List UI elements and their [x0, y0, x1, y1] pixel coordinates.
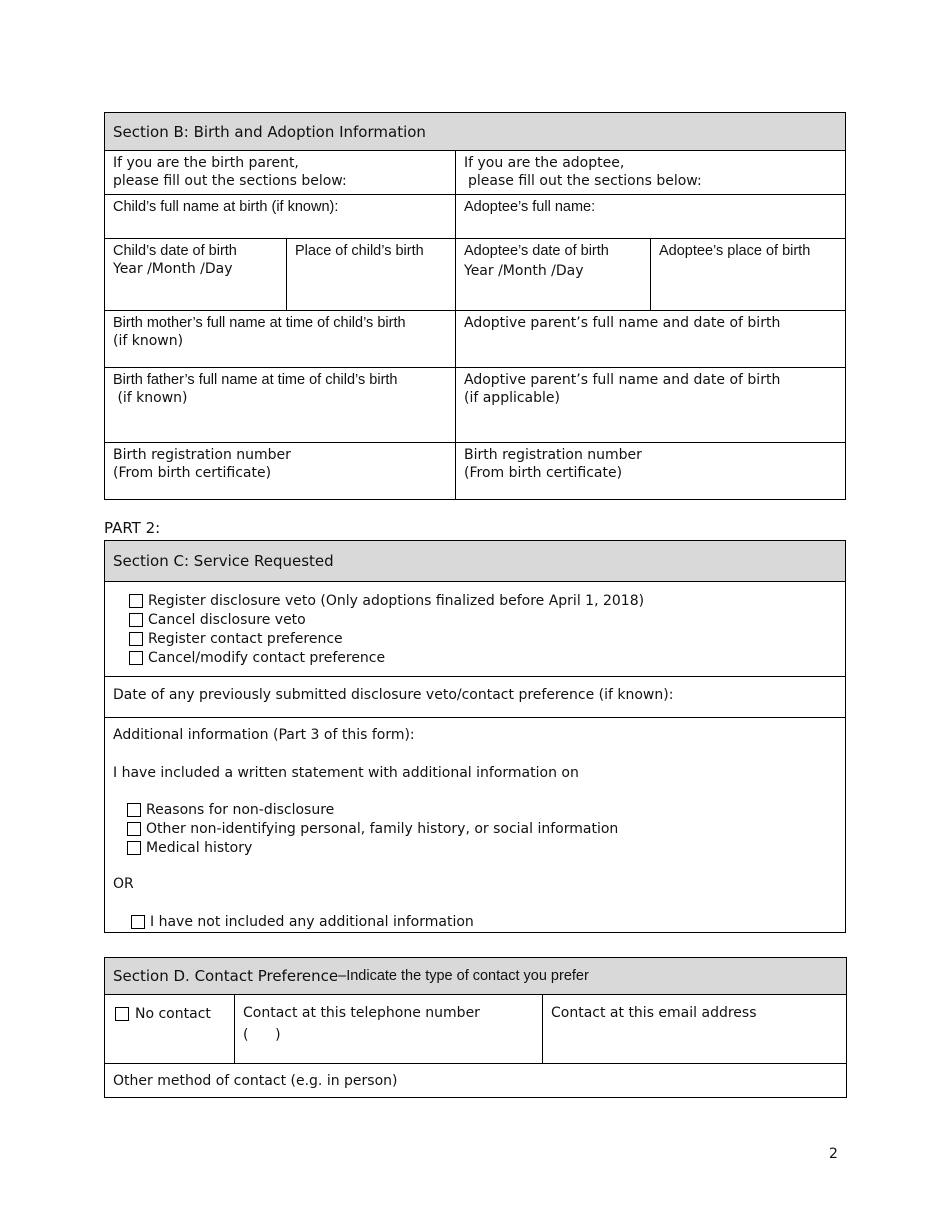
- adoptive-parent-1-label: Adoptive parent’s full name and date of birth: [464, 315, 781, 331]
- father-row: [105, 368, 845, 443]
- checkbox[interactable]: [131, 915, 145, 929]
- adoptee-dob-label: Adoptee’s date of birth: [464, 243, 609, 259]
- child-place-of-birth-field[interactable]: [286, 239, 455, 310]
- adoptee-intro-line2: please fill out the sections below:: [468, 173, 702, 189]
- statement-options: [113, 800, 837, 857]
- no-additional-info-label: I have not included any additional information: [150, 913, 474, 930]
- option-register-veto[interactable]: [129, 591, 837, 610]
- part-2-label: PART 2:: [104, 519, 161, 537]
- option-cancel-veto-label: Cancel disclosure veto: [148, 611, 306, 628]
- section-d-subtitle: –Indicate the type of contact you prefer: [338, 968, 589, 984]
- section-b-title: Section B: Birth and Adoption Information: [113, 122, 426, 141]
- option-cancel-veto[interactable]: [129, 610, 837, 629]
- birth-mother-field[interactable]: [105, 311, 455, 367]
- adoptive-parent-2-note: (if applicable): [464, 390, 560, 406]
- additional-info: [105, 718, 845, 932]
- section-b-table: [104, 112, 846, 500]
- no-contact-label: No contact: [135, 1005, 211, 1022]
- service-options: [105, 582, 845, 676]
- adoptee-place-of-birth-label: Adoptee’s place of birth: [659, 243, 811, 259]
- adoptee-intro: [455, 151, 845, 194]
- option-cancel-contact[interactable]: [129, 648, 837, 667]
- checkbox[interactable]: [127, 841, 141, 855]
- page-number: 2: [829, 1146, 838, 1162]
- telephone-label: Contact at this telephone number: [243, 1005, 480, 1021]
- birth-mother-label: Birth mother’s full name at time of child’s birth: [113, 315, 406, 331]
- section-c-table: [104, 540, 846, 933]
- date-prev-label: Date of any previously submitted disclosure veto/contact preference (if known):: [113, 687, 674, 703]
- checkbox[interactable]: [129, 651, 143, 665]
- name-row: [105, 195, 845, 239]
- no-contact-field[interactable]: [105, 995, 234, 1063]
- other-method-label: Other method of contact (e.g. in person): [113, 1073, 398, 1089]
- birth-reg-right-note: (From birth certificate): [464, 465, 623, 481]
- birth-reg-left-field[interactable]: [105, 443, 455, 499]
- section-d-title: Section D. Contact Preference: [113, 967, 339, 985]
- service-options-row: [105, 582, 845, 677]
- email-field[interactable]: [542, 995, 846, 1063]
- adoptee-dob-format: Year /Month /Day: [464, 263, 584, 279]
- intro-row: [105, 151, 845, 195]
- no-additional-info[interactable]: [113, 912, 837, 931]
- birth-reg-left-label: Birth registration number: [113, 447, 291, 463]
- section-b-header: [105, 113, 845, 151]
- other-method-field[interactable]: [105, 1064, 846, 1097]
- email-label: Contact at this email address: [551, 1005, 757, 1021]
- birth-reg-right-label: Birth registration number: [464, 447, 642, 463]
- birth-reg-right-field[interactable]: [455, 443, 845, 499]
- dob-row: [105, 239, 845, 311]
- adoptive-parent-1-field[interactable]: [455, 311, 845, 367]
- checkbox[interactable]: [127, 822, 141, 836]
- adoptee-intro-line1: If you are the adoptee,: [464, 155, 625, 171]
- adoptee-place-of-birth-field[interactable]: [650, 239, 845, 310]
- or-label: OR: [113, 876, 134, 892]
- birth-mother-note: (if known): [113, 333, 184, 349]
- date-prev-row: [105, 677, 845, 718]
- telephone-area-code: ( ): [243, 1027, 281, 1043]
- adoptee-full-name-field[interactable]: [455, 195, 845, 238]
- birth-parent-intro: [105, 151, 455, 194]
- option-register-veto-label: Register disclosure veto (Only adoptions finalized before April 1, 2018): [148, 592, 645, 609]
- adoptee-dob-field[interactable]: [455, 239, 650, 310]
- telephone-field[interactable]: [234, 995, 542, 1063]
- checkbox[interactable]: [129, 594, 143, 608]
- adoptive-parent-2-label: Adoptive parent’s full name and date of birth: [464, 372, 781, 388]
- option-cancel-contact-label: Cancel/modify contact preference: [148, 649, 386, 666]
- birth-father-note: (if known): [113, 390, 188, 406]
- statement-non-disclosure-label: Reasons for non-disclosure: [146, 801, 335, 818]
- birth-father-label: Birth father’s full name at time of child’s birth: [113, 372, 398, 388]
- child-dob-field[interactable]: [105, 239, 286, 310]
- child-dob-label: Child’s date of birth: [113, 243, 237, 259]
- no-contact-option[interactable]: [113, 1004, 226, 1023]
- checkbox[interactable]: [129, 613, 143, 627]
- child-dob-format: Year /Month /Day: [113, 261, 233, 277]
- birth-reg-left-note: (From birth certificate): [113, 465, 272, 481]
- additional-info-row: [105, 718, 845, 932]
- adoptive-parent-2-field[interactable]: [455, 368, 845, 442]
- child-full-name-field[interactable]: [105, 195, 455, 238]
- checkbox[interactable]: [129, 632, 143, 646]
- child-full-name-label: Child’s full name at birth (if known):: [113, 199, 339, 215]
- statement-non-disclosure[interactable]: [127, 800, 837, 819]
- section-d-table: [104, 957, 847, 1098]
- statement-family-history[interactable]: [127, 819, 837, 838]
- mother-row: [105, 311, 845, 368]
- other-method-row: [105, 1064, 846, 1097]
- date-prev-field[interactable]: [105, 677, 845, 717]
- adoptee-full-name-label: Adoptee’s full name:: [464, 199, 596, 215]
- contact-row: [105, 995, 846, 1064]
- registration-row: [105, 443, 845, 499]
- option-register-contact[interactable]: [129, 629, 837, 648]
- section-c-title: Section C: Service Requested: [113, 552, 334, 570]
- statement-family-history-label: Other non-identifying personal, family history, or social information: [146, 820, 619, 837]
- statement-medical-history[interactable]: [127, 838, 837, 857]
- option-register-contact-label: Register contact preference: [148, 630, 343, 647]
- statement-intro: I have included a written statement with additional information on: [113, 765, 579, 781]
- statement-medical-history-label: Medical history: [146, 839, 253, 856]
- checkbox[interactable]: [127, 803, 141, 817]
- birth-parent-intro-line1: If you are the birth parent,: [113, 155, 299, 171]
- birth-father-field[interactable]: [105, 368, 455, 442]
- section-d-header: [105, 958, 846, 995]
- additional-info-label: Additional information (Part 3 of this form):: [113, 727, 415, 743]
- section-c-header: [105, 541, 845, 582]
- child-place-of-birth-label: Place of child’s birth: [295, 243, 424, 259]
- checkbox[interactable]: [115, 1007, 129, 1021]
- birth-parent-intro-line2: please fill out the sections below:: [113, 173, 347, 189]
